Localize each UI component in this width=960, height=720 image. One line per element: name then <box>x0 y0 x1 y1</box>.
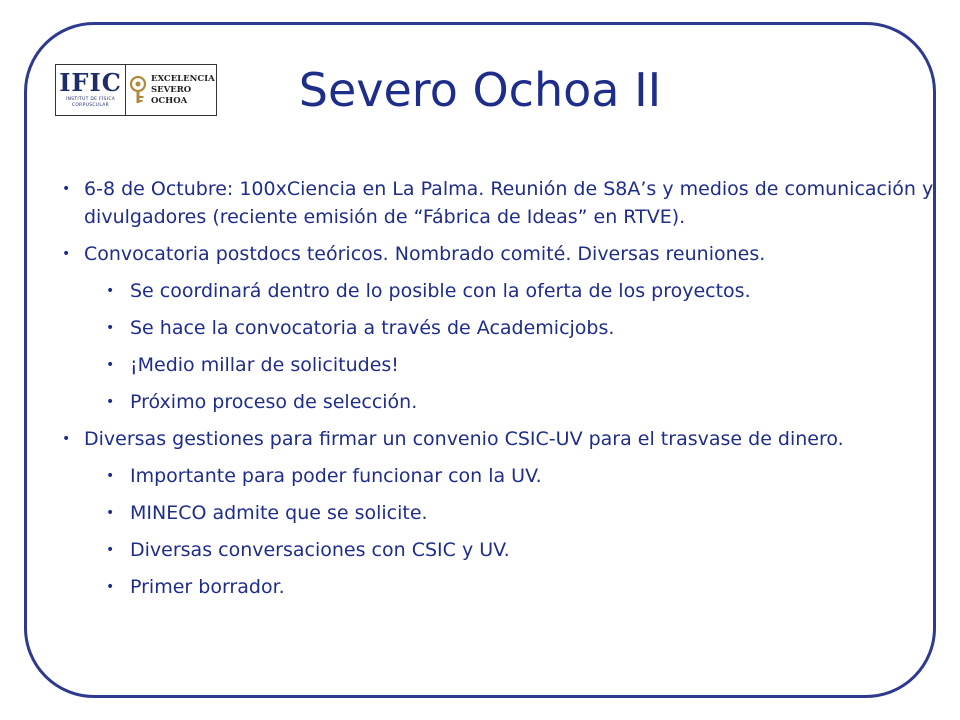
bullet-dot-icon: • <box>62 431 71 447</box>
bullet-text: Se coordinará dentro de lo posible con la oferta de los proyectos. <box>130 280 751 302</box>
slide-title: Severo Ochoa II <box>298 63 662 117</box>
bullet-dot-icon: • <box>62 181 71 197</box>
bullet-dot-icon: • <box>106 320 115 336</box>
sub-bullet-item <box>60 314 940 342</box>
bullet-text: Diversas conversaciones con CSIC y UV. <box>130 539 510 561</box>
bullet-dot-icon: • <box>106 579 115 595</box>
bullet-text: ¡Medio millar de solicitudes! <box>130 354 399 376</box>
ific-logo-subtitle-line-2: CORPUSCULAR <box>71 103 110 108</box>
sub-bullet-item <box>60 351 940 379</box>
bullet-dot-icon: • <box>106 394 115 410</box>
ific-logo-subtitle-line-1: INSTITUT DE FÍSICA <box>65 97 116 102</box>
bullet-dot-icon: • <box>106 357 115 373</box>
bullet-text: Primer borrador. <box>130 576 285 598</box>
bullet-item <box>60 175 940 231</box>
bullet-text: Se hace la convocatoria a través de Academicjobs. <box>130 317 615 339</box>
severo-ochoa-line-1: EXCELENCIA <box>151 73 215 84</box>
sub-bullet-item <box>60 277 940 305</box>
sub-bullet-item <box>60 462 940 490</box>
bullet-text: Importante para poder funcionar con la UV. <box>130 465 542 487</box>
bullet-text: 6-8 de Octubre: 100xCiencia en La Palma. Reunión de S8A’s y medios de comunicación y divulgadores (reciente emisión de “Fábrica de Ideas” en RTVE). <box>84 178 934 228</box>
bullet-dot-icon: • <box>106 283 115 299</box>
bullet-dot-icon: • <box>62 246 71 262</box>
bullet-list <box>60 175 940 610</box>
ific-logo-text: IFIC <box>59 68 122 97</box>
severo-ochoa-line-3: OCHOA <box>151 95 188 106</box>
sub-bullet-item <box>60 573 940 601</box>
sub-bullet-item <box>60 499 940 527</box>
bullet-dot-icon: • <box>106 468 115 484</box>
bullet-item <box>60 240 940 268</box>
sub-bullet-item <box>60 536 940 564</box>
bullet-dot-icon: • <box>106 505 115 521</box>
severo-ochoa-line-2: SEVERO <box>151 84 192 95</box>
bullet-text: MINECO admite que se solicite. <box>130 502 428 524</box>
bullet-item <box>60 425 940 453</box>
bullet-text: Diversas gestiones para firmar un convenio CSIC-UV para el trasvase de dinero. <box>84 428 844 450</box>
sub-bullet-item <box>60 388 940 416</box>
bullet-text: Convocatoria postdocs teóricos. Nombrado comité. Diversas reuniones. <box>84 243 766 265</box>
bullet-dot-icon: • <box>106 542 115 558</box>
bullet-text: Próximo proceso de selección. <box>130 391 418 413</box>
